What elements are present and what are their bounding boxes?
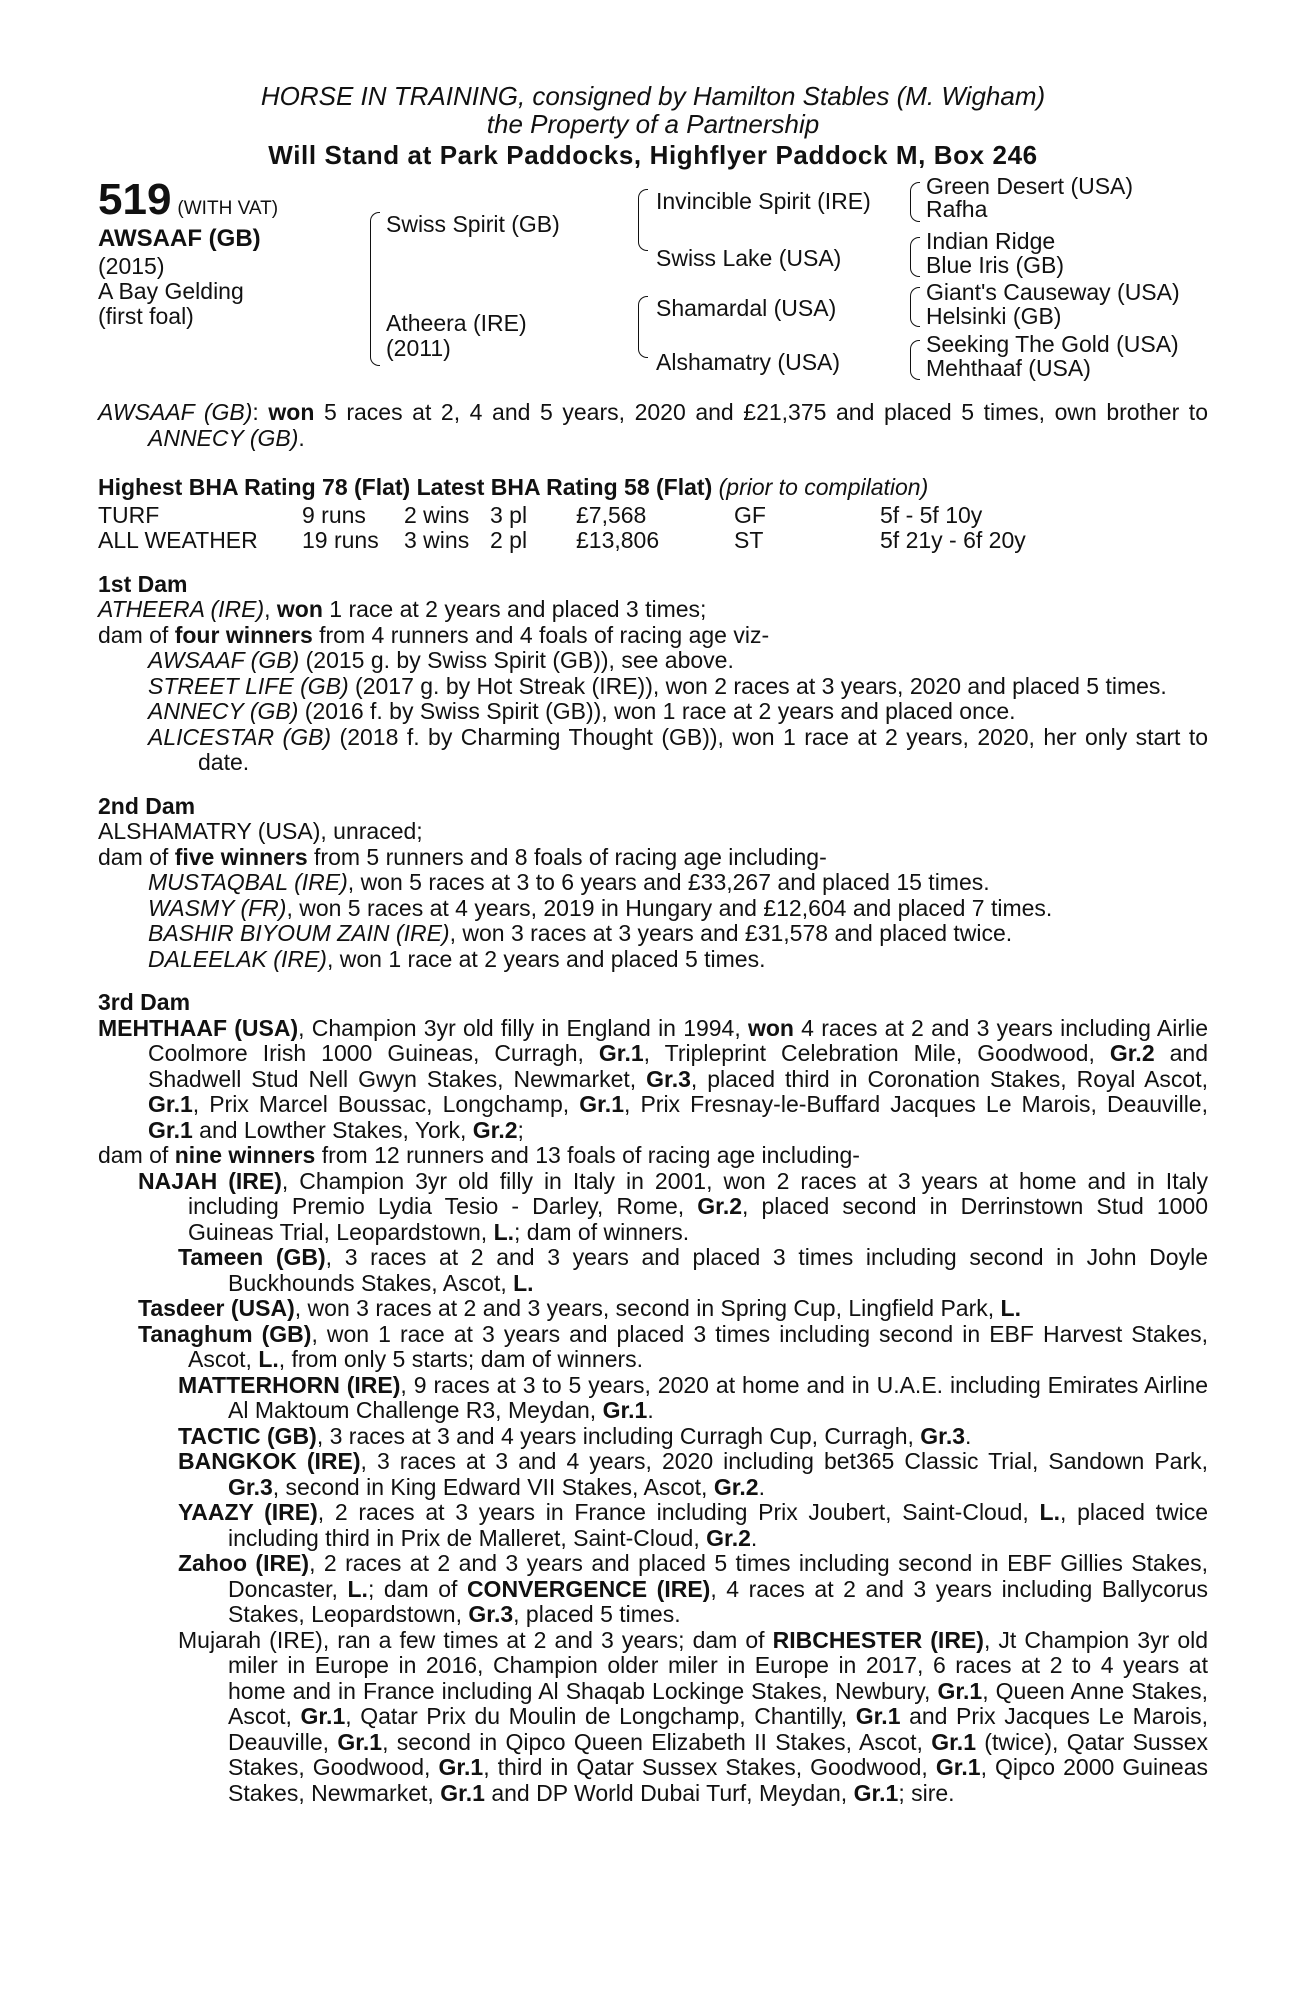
performance-table bbox=[98, 503, 1208, 554]
progeny-tanaghum: Tanaghum (GB), won 1 race at 3 years and placed 3 times including second in EBF Harvest Stakes, Ascot, L., from only 5 starts; dam of winners. bbox=[138, 1320, 1208, 1372]
foaling-year: (2015) bbox=[98, 253, 165, 279]
progeny-mujarah: Mujarah (IRE), ran a few times at 2 and 3 years; dam of RIBCHESTER (IRE), Jt Champion 3yr old miler in Europe in 2016, Champion older miler in Europe in 2017, 6 races at 2 to 4 years at home and in France including Al Shaqab Lockinge Stakes, Newbury, Gr.1, Queen Anne Stakes, Ascot, Gr.1, Qatar Prix du Moulin de Longchamp, Chantilly, Gr.1 and Prix Jacques Le Marois, Deauville, Gr.1, second in Qipco Queen Elizabeth II Stakes, Ascot, Gr.1 (twice), Qatar Sussex Stakes, Goodwood, Gr.1, third in Qatar Sussex Stakes, Goodwood, Gr.1, Qipco 2000 Guineas Stakes, Newmarket, Gr.1 and DP World Dubai Turf, Meydan, Gr.1; sire. bbox=[178, 1626, 1209, 1806]
vat-label: (WITH VAT) bbox=[177, 198, 279, 219]
gp-brace-1 bbox=[910, 182, 920, 222]
dam-parents-brace bbox=[638, 296, 648, 358]
progeny-tactic: TACTIC (GB), 3 races at 3 and 4 years including Curragh Cup, Curragh, Gr.3. bbox=[178, 1422, 972, 1449]
gp-brace-4 bbox=[910, 340, 920, 380]
lot-number: 519 bbox=[98, 175, 172, 224]
progeny-entry: STREET LIFE (GB) (2017 g. by Hot Streak (IRE)), won 2 races at 3 years, 2020 and placed 5 times. bbox=[148, 672, 1167, 699]
sire-dam-sire: Indian Ridge bbox=[926, 228, 1056, 254]
sire-parents-brace bbox=[638, 189, 648, 251]
foal-note: (first foal) bbox=[98, 303, 194, 329]
dam-sire-sire: Giant's Causeway (USA) bbox=[926, 279, 1180, 305]
rating-line: Highest BHA Rating 78 (Flat) Latest BHA Rating 58 (Flat) (prior to compilation) bbox=[98, 474, 929, 500]
sire-dam: Swiss Lake (USA) bbox=[656, 245, 842, 271]
progeny-matterhorn: MATTERHORN (IRE), 9 races at 3 to 5 years, 2020 at home and in U.A.E. including Emirates Airline Al Maktoum Challenge R3, Meydan, Gr.1. bbox=[178, 1371, 1208, 1423]
location-line: Will Stand at Park Paddocks, Highflyer Paddock M, Box 246 bbox=[268, 140, 1038, 170]
first-dam-produce: dam of four winners from 4 runners and 4 foals of racing age viz- bbox=[98, 621, 770, 648]
second-dam-heading: 2nd Dam bbox=[98, 792, 196, 819]
progeny-najah: NAJAH (IRE), Champion 3yr old filly in Italy in 2001, won 2 races at 3 years at home and in Italy including Premio Lydia Tesio - Darley, Rome, Gr.2, placed second in Derrinstown Stud 1000 Guineas Trial, Leopardstown, L.; dam of winners. bbox=[138, 1167, 1208, 1245]
lot-heading bbox=[98, 175, 279, 224]
first-dam-heading: 1st Dam bbox=[98, 570, 188, 597]
sire-sire: Invincible Spirit (IRE) bbox=[656, 188, 871, 214]
progeny-tasdeer: Tasdeer (USA), won 3 races at 2 and 3 years, second in Spring Cup, Lingfield Park, L. bbox=[138, 1295, 1021, 1321]
sire: Swiss Spirit (GB) bbox=[386, 211, 560, 237]
horse-description: A Bay Gelding bbox=[98, 278, 244, 304]
performance-row-turf: TURF 9 runs 2 wins 3 pl £7,568 GF 5f - 5f 10y bbox=[98, 501, 983, 528]
dam-dam-dam: Mehthaaf (USA) bbox=[926, 355, 1091, 381]
first-dam-record: ATHEERA (IRE), won 1 race at 2 years and placed 3 times; bbox=[98, 596, 707, 622]
ownership-line: the Property of a Partnership bbox=[486, 109, 820, 139]
consignor-line: HORSE IN TRAINING, consigned by Hamilton Stables (M. Wigham) bbox=[260, 81, 1046, 111]
second-dam-record: ALSHAMATRY (USA), unraced; bbox=[98, 818, 423, 844]
progeny-zahoo: Zahoo (IRE), 2 races at 2 and 3 years and placed 5 times including second in EBF Gillies Stakes, Doncaster, L.; dam of CONVERGENCE (IRE), 4 races at 2 and 3 years including Ballycorus Stakes, Leopardstown, Gr.3, placed 5 times. bbox=[178, 1550, 1208, 1627]
progeny-entry: DALEELAK (IRE), won 1 race at 2 years and placed 5 times. bbox=[148, 945, 766, 972]
progeny-tameen: Tameen (GB), 3 races at 2 and 3 years and placed 3 times including second in John Doyle Buckhounds Stakes, Ascot, L. bbox=[178, 1244, 1208, 1296]
gp-brace-2 bbox=[910, 237, 920, 277]
dam-year: (2011) bbox=[386, 335, 451, 361]
progeny-yaazy: YAAZY (IRE), 2 races at 3 years in France including Prix Joubert, Saint-Cloud, L., placed twice including third in Prix de Malleret, Saint-Cloud, Gr.2. bbox=[178, 1499, 1208, 1551]
dam-sire: Shamardal (USA) bbox=[656, 295, 837, 321]
third-dam-heading: 3rd Dam bbox=[98, 989, 191, 1015]
progeny-entry: MUSTAQBAL (IRE), won 5 races at 3 to 6 years and £33,267 and placed 15 times. bbox=[148, 869, 990, 895]
sire-dam-dam: Blue Iris (GB) bbox=[926, 252, 1065, 278]
progeny-bangkok: BANGKOK (IRE), 3 races at 3 and 4 years, 2020 including bet365 Classic Trial, Sandown Park, Gr.3, second in King Edward VII Stakes, Ascot, Gr.2. bbox=[178, 1448, 1208, 1500]
dam-dam: Alshamatry (USA) bbox=[656, 349, 841, 375]
third-dam-produce: dam of nine winners from 12 runners and 13 foals of racing age including- bbox=[98, 1142, 860, 1168]
performance-row-all-weather: ALL WEATHER 19 runs 3 wins 2 pl £13,806 ST 5f 21y - 6f 20y bbox=[98, 527, 1026, 553]
progeny-entry: ANNECY (GB) (2016 f. by Swiss Spirit (GB)), won 1 race at 2 years and placed once. bbox=[148, 698, 1016, 724]
pedigree-block bbox=[98, 174, 1208, 394]
third-dam-record: MEHTHAAF (USA), Champion 3yr old filly in England in 1994, won 4 races at 2 and 3 years including Airlie Coolmore Irish 1000 Guineas, Curragh, Gr.1, Tripleprint Celebration Mile, Goodwood, Gr.2 and Shadwell Stud Nell Gwyn Stakes, Newmarket, Gr.3, placed third in Coronation Stakes, Royal Ascot, Gr.1, Prix Marcel Boussac, Longchamp, Gr.1, Prix Fresnay-le-Buffard Jacques Le Marois, Deauville, Gr.1 and Lowther Stakes, York, Gr.2; bbox=[98, 1014, 1209, 1143]
progeny-entry: BASHIR BIYOUM ZAIN (IRE), won 3 races at 3 years and £31,578 and placed twice. bbox=[148, 920, 1013, 946]
horse-name: AWSAAF (GB) bbox=[98, 225, 261, 252]
dam-dam-sire: Seeking The Gold (USA) bbox=[926, 331, 1179, 357]
sire-sire-sire: Green Desert (USA) bbox=[926, 173, 1134, 199]
dam-sire-dam: Helsinki (GB) bbox=[926, 303, 1062, 329]
progeny-entry: AWSAAF (GB) (2015 g. by Swiss Spirit (GB)), see above. bbox=[148, 647, 734, 673]
dam: Atheera (IRE) bbox=[386, 310, 527, 336]
gp-brace-3 bbox=[910, 287, 920, 327]
progeny-entry: ALICESTAR (GB) (2018 f. by Charming Thought (GB)), won 1 race at 2 years, 2020, her only start to date. bbox=[148, 723, 1208, 775]
catalogue-page bbox=[98, 82, 1208, 1806]
second-dam-produce: dam of five winners from 5 runners and 8 foals of racing age including- bbox=[98, 843, 827, 870]
sire-sire-dam: Rafha bbox=[926, 196, 988, 222]
race-summary: AWSAAF (GB): won 5 races at 2, 4 and 5 years, 2020 and £21,375 and placed 5 times, own brother to ANNECY (GB). bbox=[98, 399, 1208, 451]
sire-dam-brace bbox=[370, 212, 380, 366]
progeny-entry: WASMY (FR), won 5 races at 4 years, 2019 in Hungary and £12,604 and placed 7 times. bbox=[148, 894, 1053, 921]
